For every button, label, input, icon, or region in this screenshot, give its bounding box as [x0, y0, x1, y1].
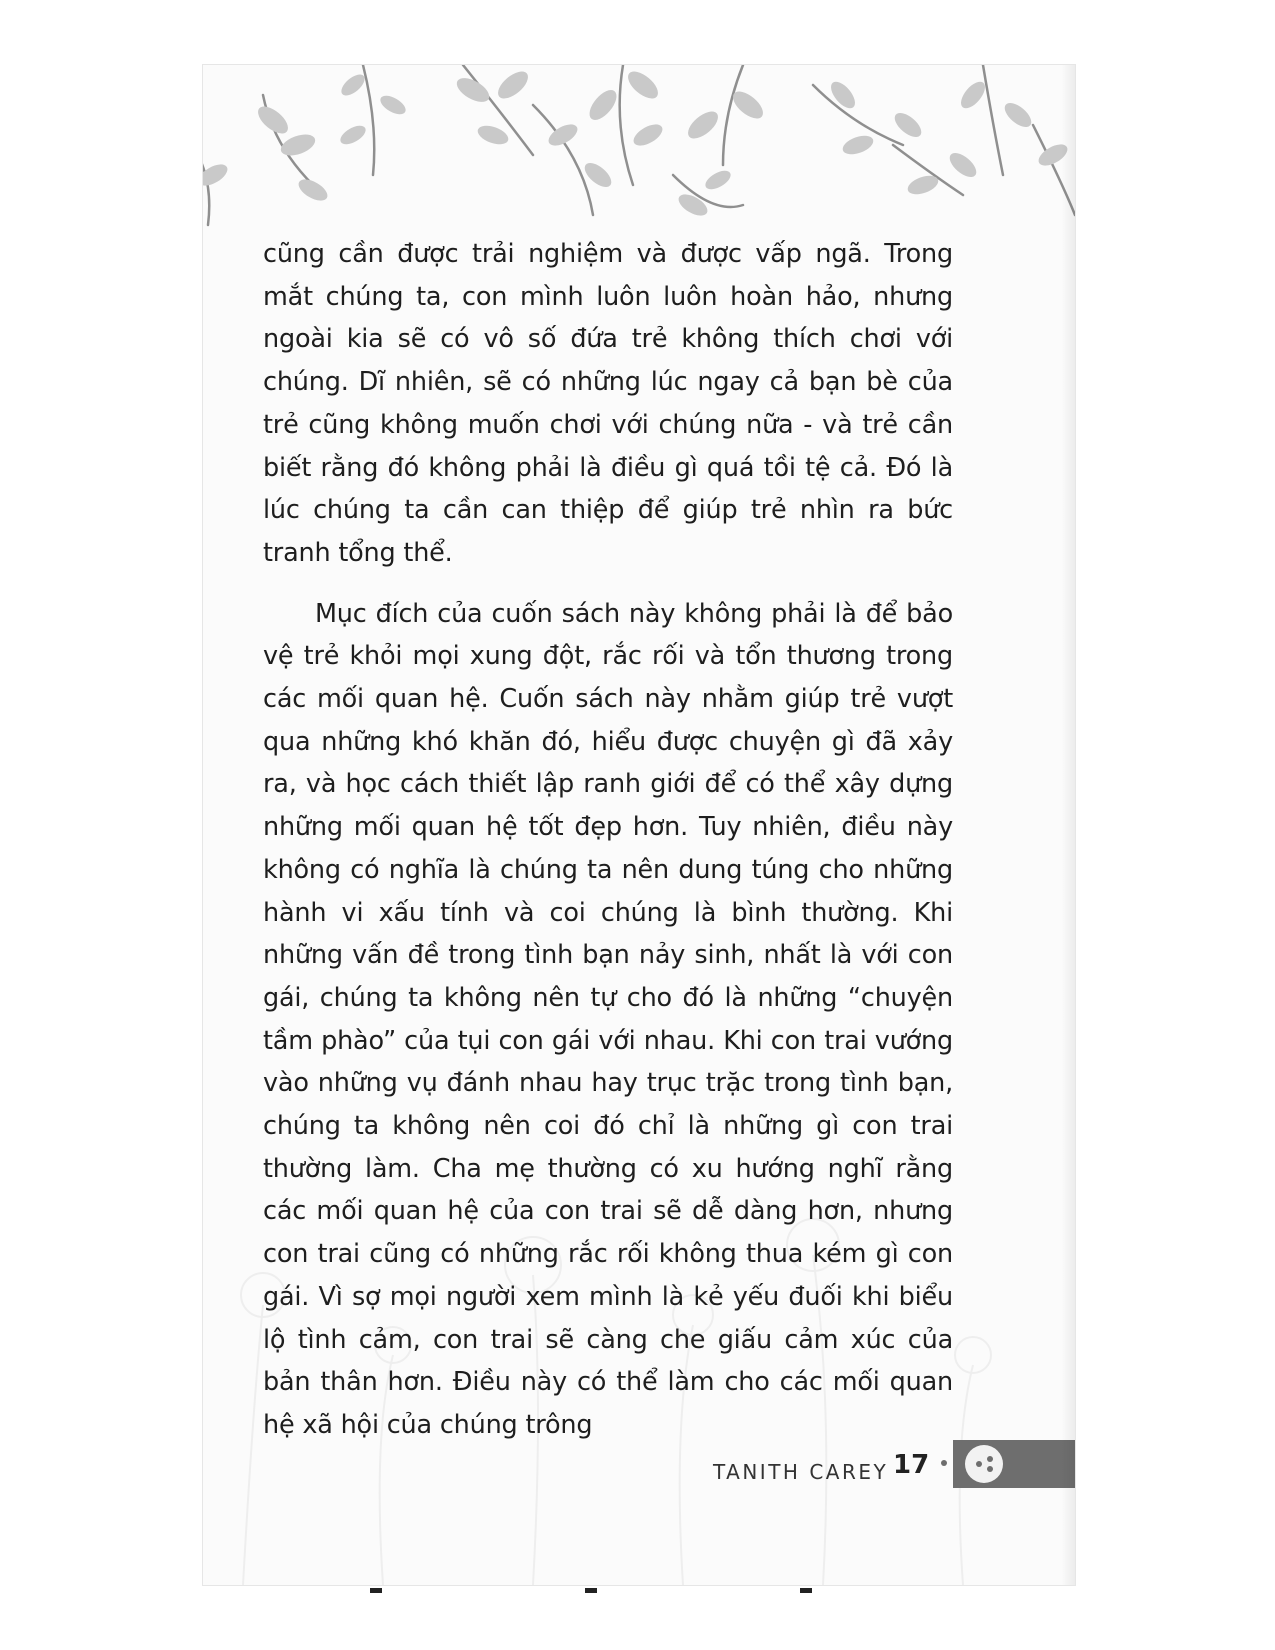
face-icon [965, 1445, 1003, 1483]
binding-mark [370, 1588, 382, 1593]
body-text [263, 233, 953, 1447]
paragraph: cũng cần được trải nghiệm và được vấp ngã. Trong mắt chúng ta, con mình luôn luôn hoàn hảo, nhưng ngoài kia sẽ có vô số đứa trẻ không thích chơi với chúng. Dĩ nhiên, sẽ có những lúc ngay cả bạn bè của trẻ cũng không muốn chơi với chúng nữa - và trẻ cần biết rằng đó không phải là điều gì quá tồi tệ cả. Đó là lúc chúng ta cần can thiệp để giúp trẻ nhìn ra bức tranh tổng thể. [263, 239, 953, 568]
binding-mark [585, 1588, 597, 1593]
page-number: 17 [893, 1450, 930, 1480]
paragraph: Mục đích của cuốn sách này không phải là để bảo vệ trẻ khỏi mọi xung đột, rắc rối và tổn thương trong các mối quan hệ. Cuốn sách này nhằm giúp trẻ vượt qua những khó khăn đó, hiểu được chuyện gì đã xảy ra, và học cách thiết lập ranh giới để có thể xây dựng những mối quan hệ tốt đẹp hơn. Tuy nhiên, điều này không có nghĩa là chúng ta nên dung túng cho những hành vi xấu tính và coi chúng là bình thường. Khi những vấn đề trong tình bạn nảy sinh, nhất là với con gái, chúng ta không nên tự cho đó là những “chuyện tầm phào” của tụi con gái với nhau. Khi con trai vướng vào những vụ đánh nhau hay trục trặc trong tình bạn, chúng ta không nên coi đó chỉ là những gì con trai thường làm. Cha mẹ thường có xu hướng nghĩ rằng các mối quan hệ của con trai sẽ dễ dàng hơn, nhưng con trai cũng có những rắc rối không thua kém gì con gái. Vì sợ mọi người xem mình là kẻ yếu đuối khi biểu lộ tình cảm, con trai sẽ càng che giấu cảm xúc của bản thân hơn. Điều này có thể làm cho các mối quan hệ xã hội của chúng trông [263, 598, 953, 1440]
book-page [203, 65, 1075, 1585]
tab-dot [941, 1460, 947, 1466]
binding-mark [800, 1588, 812, 1593]
running-footer-author: TANITH CAREY [713, 1460, 889, 1484]
